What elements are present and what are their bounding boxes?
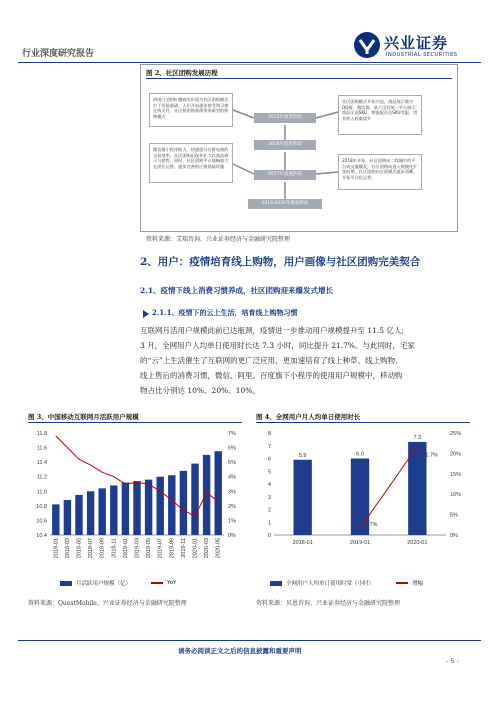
legend-line-swatch	[151, 582, 163, 584]
y2-tick-label: 4%	[228, 474, 236, 481]
bar-mau	[122, 483, 129, 535]
y-tick-label: 8	[267, 431, 271, 437]
y2-tick-label: 6%	[228, 445, 236, 452]
y-tick-label: 0	[267, 533, 271, 539]
timeline-stage-2015: 2015年萌芽阶段	[254, 113, 316, 123]
y-tick-label: 11.2	[36, 474, 47, 481]
bar-mau	[87, 491, 94, 535]
bar-data-label: 7.3	[413, 434, 422, 441]
legend-bar-swatch	[270, 581, 282, 586]
growth-data-label: 21.7%	[422, 452, 438, 459]
figure3-title: 图 3、中国移动互联网月活跃用户规模	[28, 413, 139, 421]
bar-mau	[133, 481, 140, 535]
legend-label-growth: 增幅	[412, 581, 424, 587]
stage-box-right-2: 2018年开始，社区团购向二线城市的平台成交量爆发，社区团购向进入规模化扩张时期，社区团购向全面模式逐步清晰，开始平台化运营。	[338, 154, 422, 190]
timeline-stage-2016: 2016年起步阶段	[254, 140, 316, 150]
para-line: 3 月，全网用户人均单日使用时长达 7.3 小时，同比提升 21.7%。与此同时，宅家	[140, 341, 416, 350]
y2-tick-label: 3%	[228, 489, 236, 496]
x-tick-label: 2018-01	[292, 540, 313, 546]
timeline-connectors	[140, 64, 458, 232]
y2-tick-label: 25%	[450, 431, 462, 437]
legend-label-duration: 全网用户人均单日使用时常（小时）	[286, 581, 375, 587]
figure4-source: 资料来源：贝恩咨询、兴业证券经济与金融研究院整理	[256, 600, 401, 607]
stage-box-left-1: 拼团/主/团购 微商的出现为社区团购模式打下发展基础，人们开始逐步接受和习惯在线支付，社区拼团购商商带来新型的购物模式	[149, 93, 233, 127]
bar-mau	[191, 464, 198, 535]
figure4-title-rule	[256, 422, 470, 423]
figure2-source: 资料来源：艾瑞咨询、兴业证券经济与金融研究院整理	[146, 236, 291, 243]
brand-name-en: INDUSTRIAL SECURITIES	[386, 52, 458, 58]
y-tick-label: 11.6	[36, 445, 47, 452]
legend-bar-swatch	[60, 581, 72, 586]
page-number: - 5 -	[446, 657, 459, 665]
figure4-legend	[270, 579, 423, 587]
bar-mau	[214, 451, 221, 535]
bar-data-label: 5.9	[298, 452, 307, 459]
y-tick-label: 2	[267, 507, 271, 514]
y2-tick-label: 5%	[450, 512, 458, 519]
x-tick-label: 2018-07	[88, 538, 95, 559]
section-heading-2-1-1: 2.1.1、疫情下的云上生活，培育线上购物习惯	[152, 308, 298, 317]
body-paragraph	[140, 323, 470, 398]
figure3-legend	[60, 579, 176, 587]
para-line: 的“云”上生活催生了互联网的更广泛应用，更加速培育了线上种草、线上购物、	[140, 356, 403, 365]
y-tick-label: 6	[267, 456, 271, 463]
x-tick-label: 2019-11	[180, 538, 187, 558]
h4-bullet-icon	[143, 310, 149, 318]
bar-mau	[168, 475, 175, 535]
x-tick-label: 2018-09	[99, 538, 106, 559]
y-tick-label: 10.6	[36, 518, 47, 525]
y2-tick-label: 5%	[228, 460, 236, 467]
brand-name: 兴业证券	[384, 34, 449, 52]
bar-mau	[156, 477, 163, 535]
figure3-title-rule	[28, 422, 242, 423]
x-tick-label: 2019-09	[169, 538, 176, 559]
y-tick-label: 11.8	[36, 431, 47, 437]
y-tick-label: 11.0	[36, 489, 47, 496]
stage-box-right-1: 社区团购模式开始兴起，商品展示集中QQ群、微信群。基于没有统一平台展示商品全面SKU、物流配送及SKU受限，营业收入较难提升	[338, 95, 422, 135]
y2-tick-label: 7%	[228, 431, 236, 437]
bar-mau	[75, 495, 82, 535]
y2-tick-label: 1%	[228, 518, 236, 525]
report-category: 行业深度研究报告	[22, 49, 95, 59]
x-tick-label: 2019-01	[349, 540, 371, 546]
bar-mau	[145, 480, 152, 535]
para-line: 物占比分别达 10%、20%、10%。	[140, 386, 260, 395]
growth-data-label: 1.7%	[365, 522, 378, 529]
section-heading-2-1: 2.1、疫情下线上消费习惯养成，社区团购迎来爆发式增长	[140, 286, 334, 295]
figure3-source: 资料来源：QuestMobile、兴业证券经济与金融研究院整理	[28, 600, 187, 607]
bar-mau	[180, 471, 187, 535]
x-tick-label: 2019-07	[157, 538, 164, 559]
x-tick-label: 2019-01	[122, 538, 129, 559]
brand-logo-icon	[352, 30, 382, 60]
bar-mau	[52, 504, 59, 535]
x-tick-label: 2020-01	[192, 538, 199, 559]
y2-tick-label: 15%	[450, 471, 462, 478]
bar-duration	[293, 460, 311, 535]
x-tick-label: 2018-11	[111, 538, 118, 558]
para-line: 互联网月活用户规模此前已达瓶颈，疫情进一步推动用户规模提升至 11.5 亿人;	[140, 326, 404, 335]
x-tick-label: 2020-03	[204, 538, 211, 559]
y-tick-label: 5	[267, 469, 271, 476]
bar-data-label: 6.0	[356, 451, 364, 458]
header-rule	[18, 62, 481, 63]
bar-mau	[98, 488, 105, 535]
y2-tick-label: 2%	[228, 503, 236, 510]
legend-line-swatch	[396, 582, 408, 584]
figure2-title: 图 2、社区团购发展历程	[146, 69, 218, 77]
timeline-stage-2018: 2018-2020年爆发阶段	[248, 199, 322, 209]
section-heading-2: 2、用户：疫情培育线上购物，用户画像与社区团购完美契合	[140, 256, 421, 268]
y-tick-label: 7	[267, 443, 271, 450]
y2-tick-label: 0%	[228, 533, 236, 539]
y-tick-label: 3	[267, 494, 271, 501]
y-tick-label: 4	[267, 482, 271, 488]
x-tick-label: 2019-05	[146, 538, 153, 559]
footer-rule	[18, 640, 481, 641]
bar-mau	[64, 500, 71, 535]
x-tick-label: 2019-03	[134, 538, 141, 559]
footer-disclaimer: 请务必阅读正文之后的信息披露和重要声明	[178, 647, 302, 655]
legend-label-yoy: YoY	[167, 580, 177, 586]
y2-tick-label: 0%	[450, 533, 458, 539]
timeline-stage-2017: 2017年发展阶段	[254, 170, 316, 180]
bar-mau	[110, 485, 117, 535]
legend-label-mau: 月活跃用户规模（亿）	[76, 581, 132, 587]
x-tick-label: 2018-03	[64, 538, 71, 559]
stage-box-left-2: 微信群小程序助力、快速提升社群电商的交易效率，社区团购出现并扩大以商品展示与销售、同时，社区团购平台战略加大在团长运营，逐步完善供应链基础设施	[149, 143, 233, 183]
figure3-chart	[28, 425, 244, 573]
y-tick-label: 10.4	[36, 533, 47, 539]
figure4-chart	[256, 425, 472, 573]
para-line: 线上售后的消费习惯，微信、阿里、百度旗下小程序的使用用户规模中，移动购	[140, 371, 403, 380]
x-tick-label: 2020-05	[215, 538, 222, 559]
y-tick-label: 1	[267, 520, 271, 527]
y2-tick-label: 20%	[450, 451, 462, 458]
y-tick-label: 11.4	[36, 460, 47, 467]
x-tick-label: 2018-01	[53, 538, 60, 559]
x-tick-label: 2020-01	[407, 540, 428, 546]
y2-tick-label: 10%	[450, 492, 462, 499]
figure4-title: 图 4、全网用户月人均单日使用时长	[256, 413, 361, 421]
y-tick-label: 10.8	[36, 503, 47, 510]
x-tick-label: 2018-05	[76, 538, 83, 559]
